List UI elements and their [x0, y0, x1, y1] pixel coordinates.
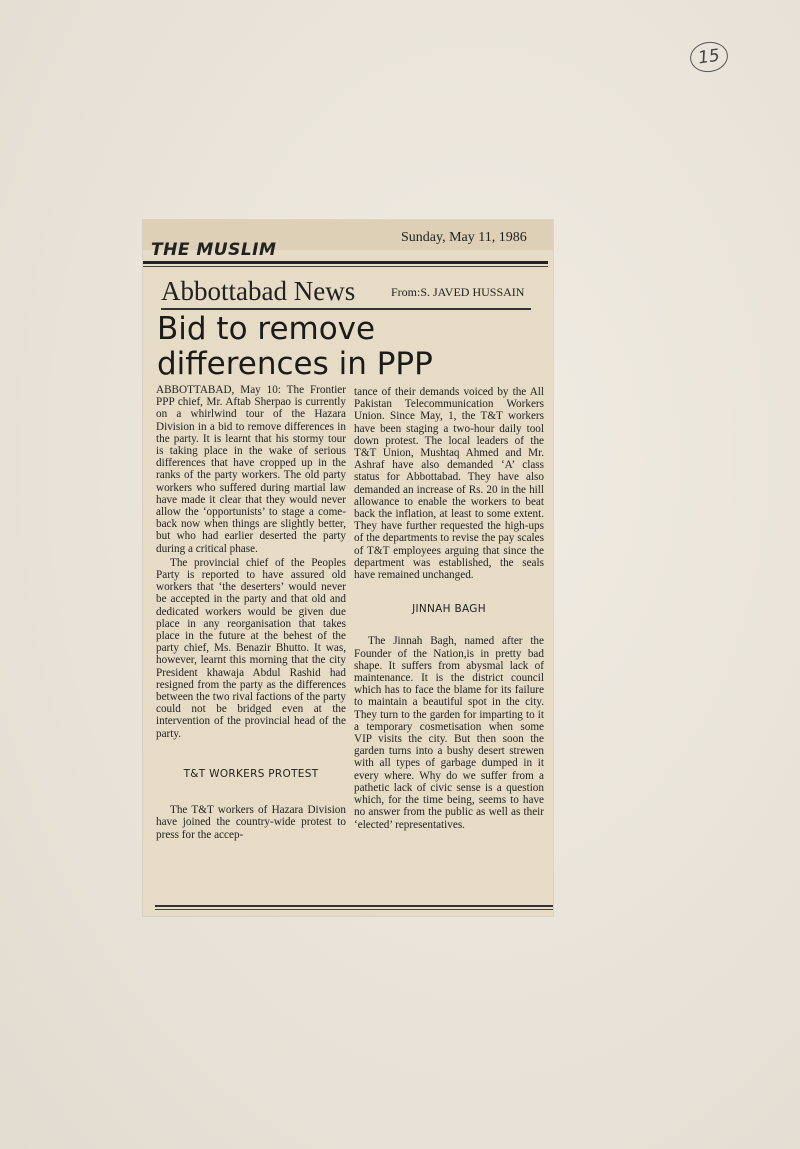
- page-number: 15: [688, 40, 730, 75]
- article-column-right: [354, 386, 544, 833]
- headline-line-1: Bid to remove: [157, 311, 376, 347]
- headline: [157, 312, 547, 382]
- newspaper-clipping: [143, 220, 553, 916]
- section-title: Abbottabad News: [161, 276, 356, 306]
- article-column-left: [156, 384, 346, 843]
- section-header: [161, 276, 551, 307]
- article-paragraph: ABBOTTABAD, May 10: The Frontier PPP chief, Mr. Aftab Sherpao is currently on a whirlwind tour of the Hazara Division in a bid to remove differences in the party. It is learnt that his stormy tour is taking place in the wake of serious differences that have cropped up in the ranks of the party workers. The old party workers who suffered during martial law have made it clear that they would never allow the ‘opportunists’ to stage a come-back now when things are slightly better, but who had earlier deserted the party during a critical phase.: [156, 384, 346, 555]
- article-paragraph: The provincial chief of the Peoples Party is reported to have assured old workers that ‘the deserters’ would never be accepted in the party and that old and dedicated workers would be given due place in any reorganisation that takes place in the future at the behest of the party chief, Ms. Benazir Bhutto. It was, however, learnt this morning that the city President khawaja Abdul Rashid had resigned from the party as the differences between the two rival factions of the party could not be bridged even at the intervention of the provincial head of the party.: [156, 556, 346, 740]
- bottom-rule-thin: [155, 909, 553, 910]
- article-paragraph: The Jinnah Bagh, named after the Founder of the Nation,is in pretty bad shape. It suffers from abysmal lack of maintenance. It is the district council which has to face the blame for its failure to maintain a beautiful spot in the city. They turn to the garden for imparting to it a temporary cosmetisation when some VIP visits the city. But then soon the garden turns into a bushy desert strewen with all types of garbage dumped in it every where. Why do we suffer from a pathetic lack of civic sense is a question which, for the time being, seems to have no answer from the public as well as their ‘elected’ representatives.: [354, 635, 544, 831]
- headline-line-2: differences in PPP: [157, 346, 433, 382]
- article-paragraph: The T&T workers of Hazara Division have joined the country-wide protest to press for the accep-: [156, 804, 346, 841]
- section-rule: [161, 308, 531, 310]
- newspaper-masthead: THE MUSLIM: [151, 240, 277, 260]
- date-line: Sunday, May 11, 1986: [401, 230, 527, 245]
- masthead-rule-thin: [143, 266, 548, 267]
- bottom-rule: [155, 905, 553, 907]
- article-paragraph: tance of their demands voiced by the All Pakistan Telecommunication Workers Union. Since May, 1, the T&T workers have been staging a two-hour daily tool down protest. The local leaders of the T&T Union, Mushtaq Ahmed and Mr. Ashraf have also demanded ‘A’ class status for Abbottabad. They have also demanded an increase of Rs. 20 in the hill allowance to enable the workers to beat back the inflation, at least to some extent. They have further requested the high-ups of the departments to revise the pay scales of T&T employees arguing that since the department was established, the seals have remained unchanged.: [354, 386, 544, 582]
- subhead-jinnah-bagh: JINNAH BAGH: [412, 603, 486, 616]
- byline: From:S. JAVED HUSSAIN: [391, 285, 525, 299]
- subhead-tt-workers: T&T WORKERS PROTEST: [183, 767, 319, 780]
- masthead-rule: [143, 261, 548, 264]
